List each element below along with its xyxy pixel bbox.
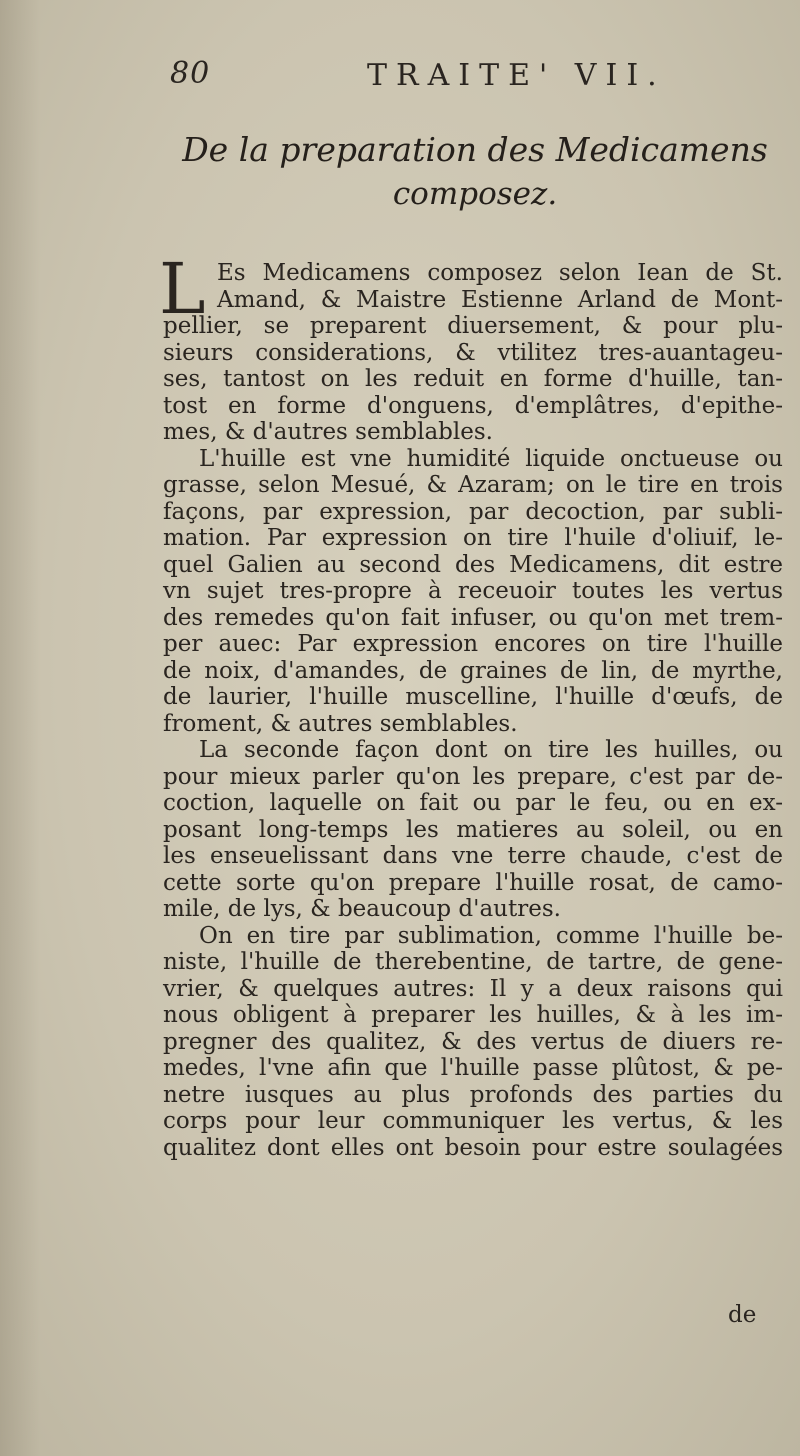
text-line: mation. Par expression on tire l'huile d'oliuif, le- bbox=[163, 525, 783, 551]
text-line: pour mieux parler qu'on les prepare, c'est par de- bbox=[163, 763, 783, 790]
text-line: L'huille est vne humidité liquide onctueuse ou bbox=[199, 445, 783, 472]
section-title-line-1: De la preparation des Medicamens bbox=[182, 130, 768, 169]
text-line: Es Medicamens composez selon Iean de St. bbox=[217, 260, 783, 286]
running-title: TRAITE' VII. bbox=[367, 58, 666, 93]
text-line: La seconde façon dont on tire les huilles, ou bbox=[199, 737, 783, 763]
text-line: qualitez dont elles ont besoin pour estre soulagées bbox=[163, 1134, 783, 1161]
text-line: corps pour leur communiquer les vertus, & les bbox=[163, 1108, 783, 1134]
text-line: On en tire par sublimation, comme l'huille be- bbox=[199, 922, 783, 949]
paragraph-3 bbox=[163, 737, 783, 923]
text-line: nous obligent à preparer les huilles, & à les im- bbox=[163, 1002, 783, 1028]
text-line: froment, & autres semblables. bbox=[163, 710, 518, 737]
text-line: mile, de lys, & beaucoup d'autres. bbox=[163, 896, 561, 922]
text-line: cette sorte qu'on prepare l'huille rosat, de camo- bbox=[163, 869, 783, 896]
body-text bbox=[159, 248, 783, 1161]
text-line: les enseuelissant dans vne terre chaude, c'est de bbox=[163, 843, 783, 869]
text-line: pellier, se preparent diuersement, & pour plu- bbox=[163, 313, 783, 339]
text-line: niste, l'huille de therebentine, de tartre, de gene- bbox=[163, 949, 783, 975]
text-line: quel Galien au second des Medicamens, dit estre bbox=[163, 551, 783, 578]
page-gutter-shadow bbox=[0, 0, 40, 1456]
text-line: pregner des qualitez, & des vertus de diuers re- bbox=[163, 1028, 783, 1055]
catchword: de bbox=[728, 1302, 757, 1328]
page-number: 80 bbox=[170, 56, 211, 91]
text-line: des remedes qu'on fait infuser, ou qu'on met trem- bbox=[163, 604, 783, 631]
text-line: per auec: Par expression encores on tire l'huille bbox=[163, 631, 783, 657]
paragraph-4 bbox=[163, 923, 783, 1162]
text-line: grasse, selon Mesué, & Azaram; on le tire en trois bbox=[163, 472, 783, 498]
page-header bbox=[162, 56, 752, 96]
text-line: mes, & d'autres semblables. bbox=[163, 419, 493, 445]
section-title-line-2: composez. bbox=[392, 176, 558, 212]
text-line: de laurier, l'huille muscelline, l'huille d'œufs, de bbox=[163, 684, 783, 710]
text-line: tost en forme d'onguens, d'emplâtres, d'epithe- bbox=[163, 392, 783, 419]
section-title bbox=[150, 128, 800, 216]
text-line: façons, par expression, par decoction, par subli- bbox=[163, 498, 783, 525]
text-line: posant long-temps les matieres au soleil, ou en bbox=[163, 816, 783, 843]
text-line: vrier, & quelques autres: Il y a deux raisons qui bbox=[163, 975, 783, 1002]
paragraph-1 bbox=[159, 248, 783, 446]
text-line: sieurs considerations, & vtilitez tres-auantageu- bbox=[163, 339, 783, 366]
text-line: coction, laquelle on fait ou par le feu, ou en ex- bbox=[163, 790, 783, 816]
text-line: ses, tantost on les reduit en forme d'huille, tan- bbox=[163, 366, 783, 392]
text-line: netre iusques au plus profonds des parties du bbox=[163, 1081, 783, 1108]
drop-cap: L bbox=[159, 248, 206, 330]
text-line: medes, l'vne afin que l'huille passe plûtost, & pe- bbox=[163, 1055, 783, 1081]
text-line: vn sujet tres-propre à receuoir toutes les vertus bbox=[163, 578, 783, 604]
paragraph-2 bbox=[163, 446, 783, 738]
text-line: de noix, d'amandes, de graines de lin, de myrthe, bbox=[163, 657, 783, 684]
text-line: Amand, & Maistre Estienne Arland de Mont- bbox=[217, 286, 783, 313]
